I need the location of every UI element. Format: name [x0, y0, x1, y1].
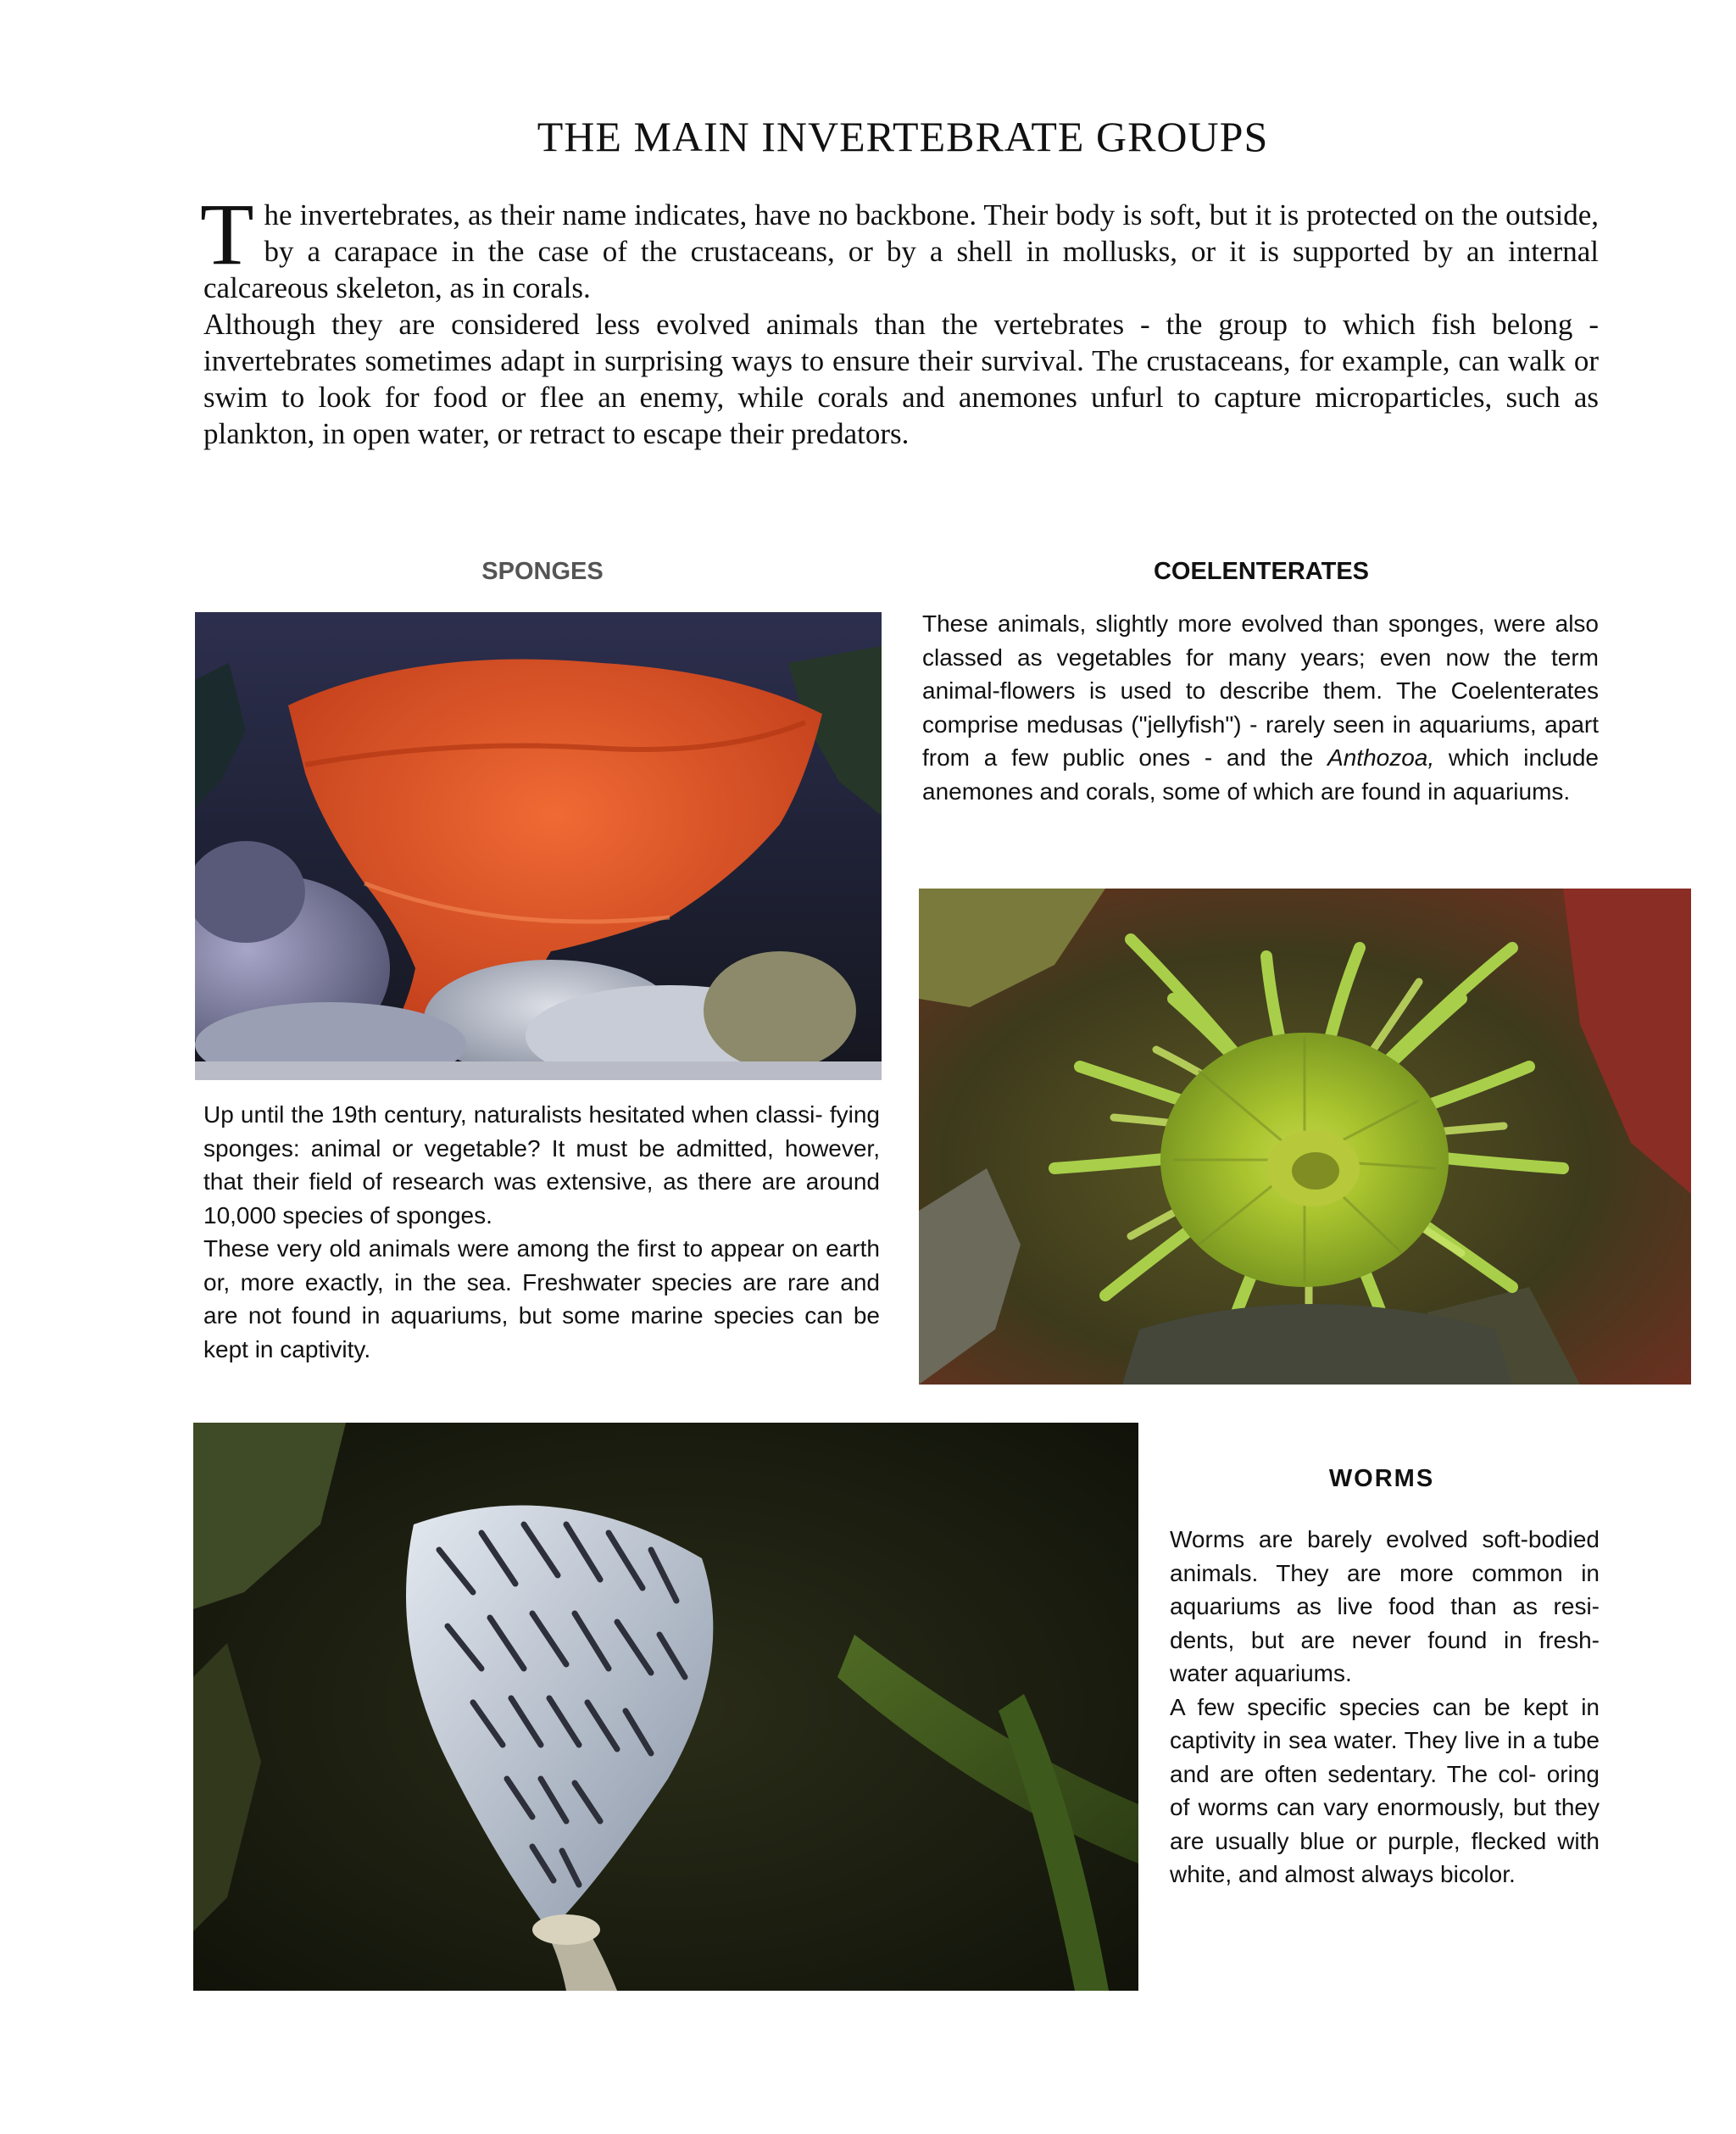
coelenterates-text — [922, 607, 1599, 808]
coelenterates-text-part-2: which include anemones and corals, some of which are found in aquariums. — [922, 744, 1600, 805]
drop-cap: T — [200, 186, 254, 283]
anemone-photo — [919, 889, 1691, 1385]
intro-paragraph-1-text: he invertebrates, as their name indicates, have no backbone. Their body is soft, but it is protected on the outside, by a carapace in the case of the crustaceans, or by a shell in mollusks, or it is supported by an internal calcareous skeleton, as in corals. — [203, 198, 1599, 304]
sponges-paragraph-1: Up until the 19th century, naturalists hesitated when classi- fying sponges: animal or vegetable? It must be admitted, however, that their field of research was extensive, as there are around 10,000 species of sponges. — [203, 1101, 880, 1229]
coelenterates-heading: COELENTERATES — [1153, 558, 1370, 585]
worms-paragraph-1: Worms are barely evolved soft-bodied animals. They are more common in aquariums as live food than as resi- dents, but are never found in fresh- water aquariums. — [1170, 1526, 1600, 1686]
anthozoa-term: Anthozoa, — [1327, 744, 1435, 771]
sponges-text — [203, 1098, 880, 1366]
worm-photo — [193, 1423, 1138, 1991]
worms-text — [1170, 1523, 1600, 1892]
sponges-heading: SPONGES — [481, 558, 604, 585]
sponges-paragraph-2: These very old animals were among the first to appear on earth or, more exactly, in the sea. Freshwater species are rare and are not found in aquariums, but some marine species can be kept in captivity. — [203, 1235, 880, 1362]
coelenterates-text-part-1: These animals, slightly more evolved than sponges, were also classed as vegetables for many years; even now the term animal-flowers is used to describe them. The Coelenterates comprise medusas ("jellyfish") - rarely seen in aquariums, apart from a few public ones - and the — [922, 610, 1599, 771]
worms-heading: WORMS — [1328, 1465, 1435, 1492]
intro-paragraph-1 — [200, 186, 1599, 306]
worms-paragraph-2: A few specific species can be kept in captivity in sea water. They live in a tube and are often sedentary. The col- oring of worms can vary enormously, but they are usually blue or purple, flecked with white, and almost always bicolor. — [1170, 1693, 1600, 1887]
intro-text — [200, 186, 1599, 452]
sponge-photo — [195, 612, 882, 1080]
intro-paragraph-2: Although they are considered less evolved animals than the vertebrates - the group to which fish belong - invertebrates sometimes adapt in surprising ways to ensure their survival. The crustaceans, for example, can walk or swim to look for food or flee an enemy, while corals and anemones unfurl to capture microparticles, such as plankton, in open water, or retract to escape their predators. — [203, 308, 1599, 450]
page-title: THE MAIN INVERTEBRATE GROUPS — [537, 113, 1269, 160]
